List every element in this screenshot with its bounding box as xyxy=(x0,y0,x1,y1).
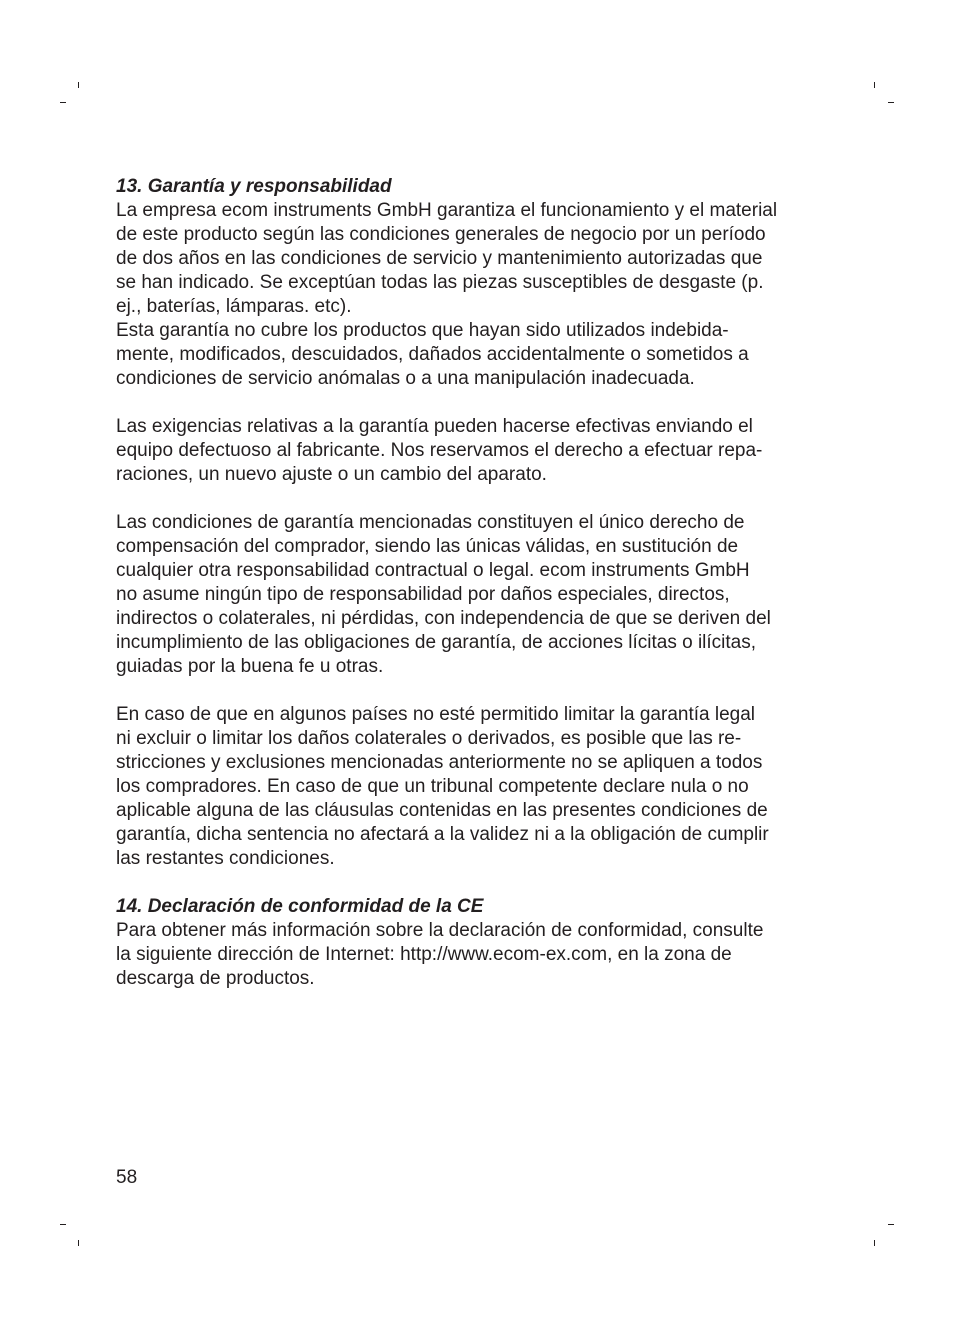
text-line: los compradores. En caso de que un tribunal competente declare nula o no xyxy=(116,776,749,797)
paragraph-spacer xyxy=(116,391,826,415)
text-line: de este producto según las condiciones generales de negocio por un período xyxy=(116,224,766,245)
paragraph-spacer xyxy=(116,679,826,703)
paragraph xyxy=(116,511,826,679)
text-line: Las condiciones de garantía mencionadas constituyen el único derecho de xyxy=(116,512,745,533)
text-line: se han indicado. Se exceptúan todas las piezas susceptibles de desgaste (p. xyxy=(116,272,764,293)
text-line: condiciones de servicio anómalas o a una manipulación inadecuada. xyxy=(116,368,695,389)
document-body xyxy=(116,175,826,991)
text-line: mente, modificados, descuidados, dañados accidentalmente o sometidos a xyxy=(116,344,749,365)
text-line: incumplimiento de las obligaciones de garantía, de acciones lícitas o ilícitas, xyxy=(116,632,757,653)
section-heading: 13. Garantía y responsabilidad xyxy=(116,176,392,197)
paragraph xyxy=(116,415,826,487)
crop-mark xyxy=(888,102,894,103)
paragraph xyxy=(116,703,826,871)
crop-mark xyxy=(888,1224,894,1225)
text-line: cualquier otra responsabilidad contractual o legal. ecom instruments GmbH xyxy=(116,560,750,581)
text-line: ni excluir o limitar los daños colaterales o derivados, es posible que las re- xyxy=(116,728,742,749)
crop-mark xyxy=(874,82,875,88)
text-line: stricciones y exclusiones mencionadas anteriormente no se apliquen a todos xyxy=(116,752,763,773)
page-number: 58 xyxy=(116,1167,138,1188)
crop-mark xyxy=(60,102,66,103)
crop-mark xyxy=(60,1224,66,1225)
crop-mark xyxy=(874,1240,875,1246)
text-line: la siguiente dirección de Internet: http://www.ecom-ex.com, en la zona de xyxy=(116,944,732,965)
text-line: indirectos o colaterales, ni pérdidas, con independencia de que se deriven del xyxy=(116,608,771,629)
paragraph xyxy=(116,919,826,991)
text-line: Las exigencias relativas a la garantía pueden hacerse efectivas enviando el xyxy=(116,416,753,437)
text-line: raciones, un nuevo ajuste o un cambio del aparato. xyxy=(116,464,547,485)
section-spacer xyxy=(116,871,826,895)
text-line: equipo defectuoso al fabricante. Nos reservamos el derecho a efectuar repa- xyxy=(116,440,763,461)
paragraph-spacer xyxy=(116,487,826,511)
text-line: de dos años en las condiciones de servicio y mantenimiento autorizadas que xyxy=(116,248,763,269)
text-line: La empresa ecom instruments GmbH garantiza el funcionamiento y el material xyxy=(116,200,778,221)
text-line: guiadas por la buena fe u otras. xyxy=(116,656,384,677)
text-line: garantía, dicha sentencia no afectará a la validez ni a la obligación de cumplir xyxy=(116,824,769,845)
text-line: descarga de productos. xyxy=(116,968,315,989)
text-line: Esta garantía no cubre los productos que hayan sido utilizados indebida- xyxy=(116,320,729,341)
crop-mark xyxy=(78,82,79,88)
text-line: Para obtener más información sobre la declaración de conformidad, consulte xyxy=(116,920,764,941)
text-line: ej., baterías, lámparas. etc). xyxy=(116,296,352,317)
crop-mark xyxy=(78,1240,79,1246)
text-line: compensación del comprador, siendo las únicas válidas, en sustitución de xyxy=(116,536,739,557)
section-heading: 14. Declaración de conformidad de la CE xyxy=(116,896,484,917)
text-line: no asume ningún tipo de responsabilidad por daños especiales, directos, xyxy=(116,584,730,605)
paragraph xyxy=(116,199,826,391)
text-line: aplicable alguna de las cláusulas contenidas en las presentes condiciones de xyxy=(116,800,768,821)
text-line: En caso de que en algunos países no esté permitido limitar la garantía legal xyxy=(116,704,756,725)
text-line: las restantes condiciones. xyxy=(116,848,335,869)
